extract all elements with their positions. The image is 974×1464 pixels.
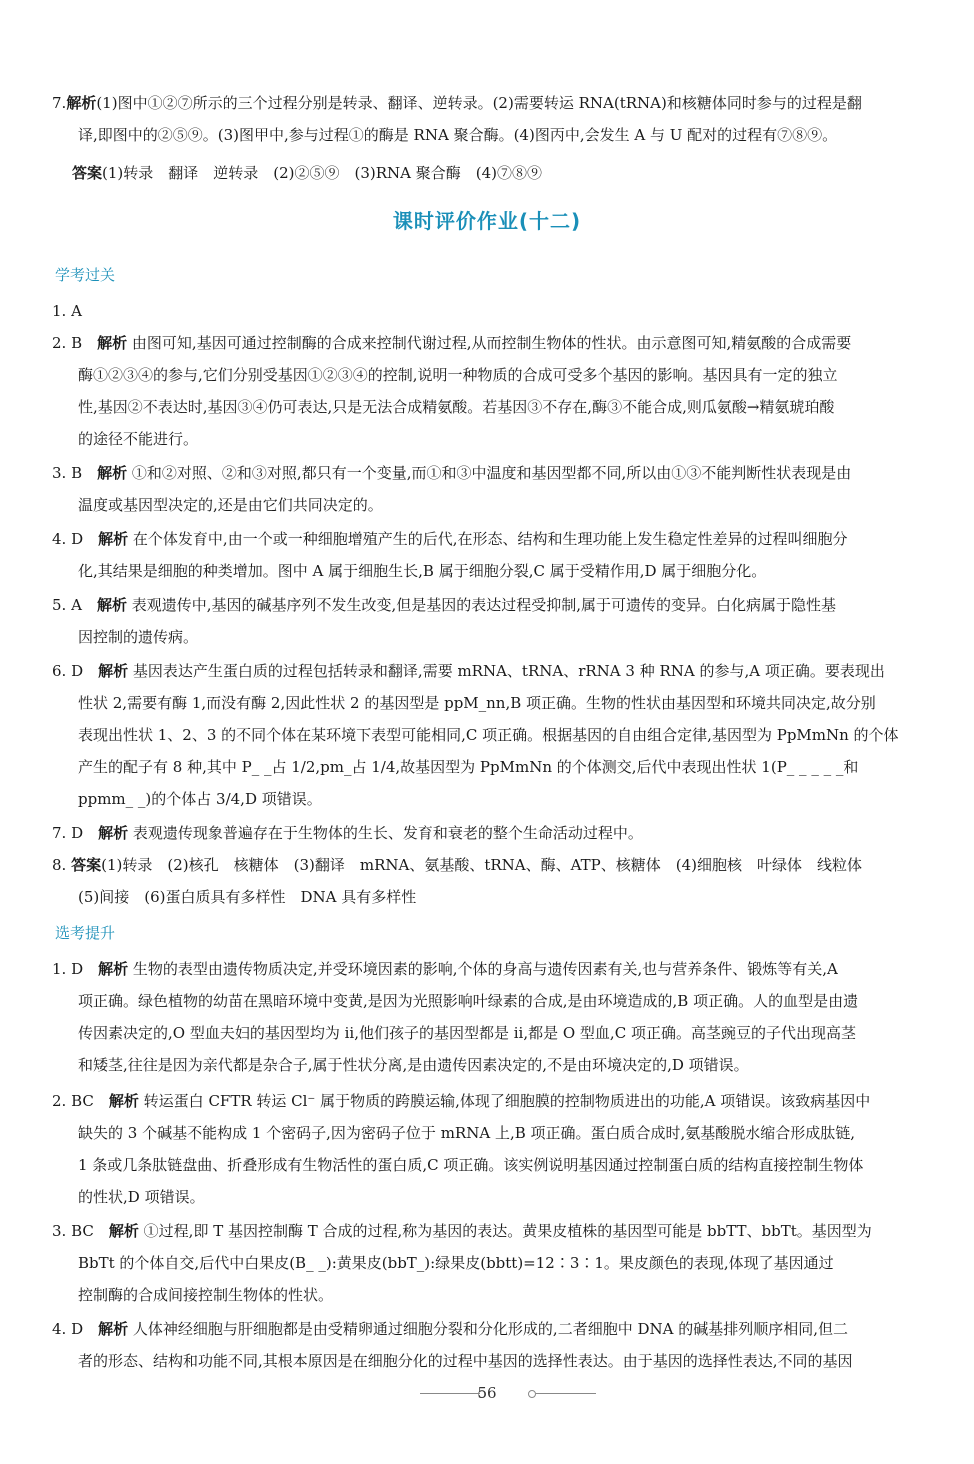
s2-q3-line2: BbTt 的个体自交,后代中白果皮(B_ _):黄果皮(bbT_):绿果皮(bbtt)=12∶3∶1。果皮颜色的表现,体现了基因通过: [78, 1254, 834, 1272]
s1-q6-line3: 表现出性状 1、2、3 的不同个体在某环境下表型可能相同,C 项正确。根据基因的自由组合定律,基因型为 PpMmNn 的个体: [78, 726, 899, 744]
s1-q8-line1: 8. 答案(1)转录 (2)核孔 核糖体 (3)翻译 mRNA、氨基酸、tRNA、酶、ATP、核糖体 (4)细胞核 叶绿体 线粒体: [52, 856, 862, 874]
section-heading-xuekao: 学考过关: [55, 266, 116, 284]
s2-q2-line2: 缺失的 3 个碱基不能构成 1 个密码子,因为密码子位于 mRNA 上,B 项正确。蛋白质合成时,氨基酸脱水缩合形成肽链,: [78, 1124, 856, 1142]
s2-q4-line2: 者的形态、结构和功能不同,其根本原因是在细胞分化的过程中基因的选择性表达。由于基因的选择性表达,不同的基因: [78, 1352, 853, 1370]
s1-q2-line4: 的途径不能进行。: [78, 430, 199, 448]
page-footer: [0, 1384, 974, 1414]
section-heading-xuankao: 选考提升: [55, 924, 116, 942]
s1-q5-line2: 因控制的遗传病。: [78, 628, 199, 646]
s2-q2-line1: 2. BC 解析 转运蛋白 CFTR 转运 Cl⁻ 属于物质的跨膜运输,体现了细胞膜的控制物质进出的功能,A 项错误。该致病基因中: [52, 1092, 871, 1110]
footer-right-dot: [528, 1390, 536, 1398]
s2-q3-line3: 控制酶的合成间接控制生物体的性状。: [78, 1286, 334, 1304]
s2-q4-line1: 4. D 解析 人体神经细胞与肝细胞都是由受精卵通过细胞分裂和分化形成的,二者细胞中 DNA 的碱基排列顺序相同,但二: [52, 1320, 848, 1338]
s1-q3-line2: 温度或基因型决定的,还是由它们共同决定的。: [78, 496, 383, 514]
prev-q7-line1: 7.解析(1)图中①②⑦所示的三个过程分别是转录、翻译、逆转录。(2)需要转运 RNA(tRNA)和核糖体同时参与的过程是翻: [52, 94, 862, 112]
prev-q7-line2: 译,即图中的②⑤⑨。(3)图甲中,参与过程①的酶是 RNA 聚合酶。(4)图丙中,会发生 A 与 U 配对的过程有⑦⑧⑨。: [78, 126, 838, 144]
s1-q2-line1: 2. B 解析 由图可知,基因可通过控制酶的合成来控制代谢过程,从而控制生物体的性状。由示意图可知,精氨酸的合成需要: [52, 334, 852, 352]
s1-q6-line4: 产生的配子有 8 种,其中 P_ _占 1/2,pm_占 1/4,故基因型为 PpMmNn 的个体测交,后代中表现出性状 1(P_ _ _ _ _和: [78, 758, 859, 776]
footer-right-rule: [536, 1393, 596, 1394]
s2-q1-line3: 传因素决定的,O 型血夫妇的基因型均为 ii,他们孩子的基因型都是 ii,都是 O 型血,C 项正确。高茎豌豆的子代出现高茎: [78, 1024, 856, 1042]
s1-q6-line5: ppmm_ _)的个体占 3/4,D 项错误。: [78, 790, 322, 808]
s2-q3-line1: 3. BC 解析 ①过程,即 T 基因控制酶 T 合成的过程,称为基因的表达。黄果皮植株的基因型可能是 bbTT、bbTt。基因型为: [52, 1222, 872, 1240]
prev-q7-answer: 答案(1)转录 翻译 逆转录 (2)②⑤⑨ (3)RNA 聚合酶 (4)⑦⑧⑨: [72, 164, 543, 182]
s1-q5-line1: 5. A 解析 表观遗传中,基因的碱基序列不发生改变,但是基因的表达过程受抑制,属于可遗传的变异。白化病属于隐性基: [52, 596, 837, 614]
s1-q6-line1: 6. D 解析 基因表达产生蛋白质的过程包括转录和翻译,需要 mRNA、tRNA、rRNA 3 种 RNA 的参与,A 项正确。要表现出: [52, 662, 885, 680]
s1-q4-line1: 4. D 解析 在个体发育中,由一个或一种细胞增殖产生的后代,在形态、结构和生理功能上发生稳定性差异的过程叫细胞分: [52, 530, 848, 548]
s1-q2-line2: 酶①②③④的参与,它们分别受基因①②③④的控制,说明一种物质的合成可受多个基因的影响。基因具有一定的独立: [78, 366, 838, 384]
s1-q8-line2: (5)间接 (6)蛋白质具有多样性 DNA 具有多样性: [78, 888, 417, 906]
s2-q1-line2: 项正确。绿色植物的幼苗在黑暗环境中变黄,是因为光照影响叶绿素的合成,是由环境造成的,B 项正确。人的血型是由遗: [78, 992, 859, 1010]
s2-q1-line1: 1. D 解析 生物的表型由遗传物质决定,并受环境因素的影响,个体的身高与遗传因素有关,也与营养条件、锻炼等有关,A: [52, 960, 838, 978]
s1-q2-line3: 性,基因②不表达时,基因③④仍可表达,只是无法合成精氨酸。若基因③不存在,酶③不能合成,则瓜氨酸→精氨琥珀酸: [78, 398, 835, 416]
s1-q1: 1. A: [52, 302, 82, 320]
page-title: 课时评价作业(十二): [392, 209, 582, 233]
s2-q2-line3: 1 条或几条肽链盘曲、折叠形成有生物活性的蛋白质,C 项正确。该实例说明基因通过控制蛋白质的结构直接控制生物体: [78, 1156, 864, 1174]
s1-q7-line1: 7. D 解析 表观遗传现象普遍存在于生物体的生长、发育和衰老的整个生命活动过程中。: [52, 824, 643, 842]
s1-q4-line2: 化,其结果是细胞的种类增加。图中 A 属于细胞生长,B 属于细胞分裂,C 属于受精作用,D 属于细胞分化。: [78, 562, 767, 580]
s1-q3-line1: 3. B 解析 ①和②对照、②和③对照,都只有一个变量,而①和③中温度和基因型都不同,所以由①③不能判断性状表现是由: [52, 464, 852, 482]
page-number: 56: [477, 1384, 497, 1402]
s1-q6-line2: 性状 2,需要有酶 1,而没有酶 2,因此性状 2 的基因型是 ppM_nn,B 项正确。生物的性状由基因型和环境共同决定,故分别: [78, 694, 876, 712]
s2-q2-line4: 的性状,D 项错误。: [78, 1188, 205, 1206]
s2-q1-line4: 和矮茎,往往是因为亲代都是杂合子,属于性状分离,是由遗传因素决定的,不是由环境决定的,D 项错误。: [78, 1056, 749, 1074]
